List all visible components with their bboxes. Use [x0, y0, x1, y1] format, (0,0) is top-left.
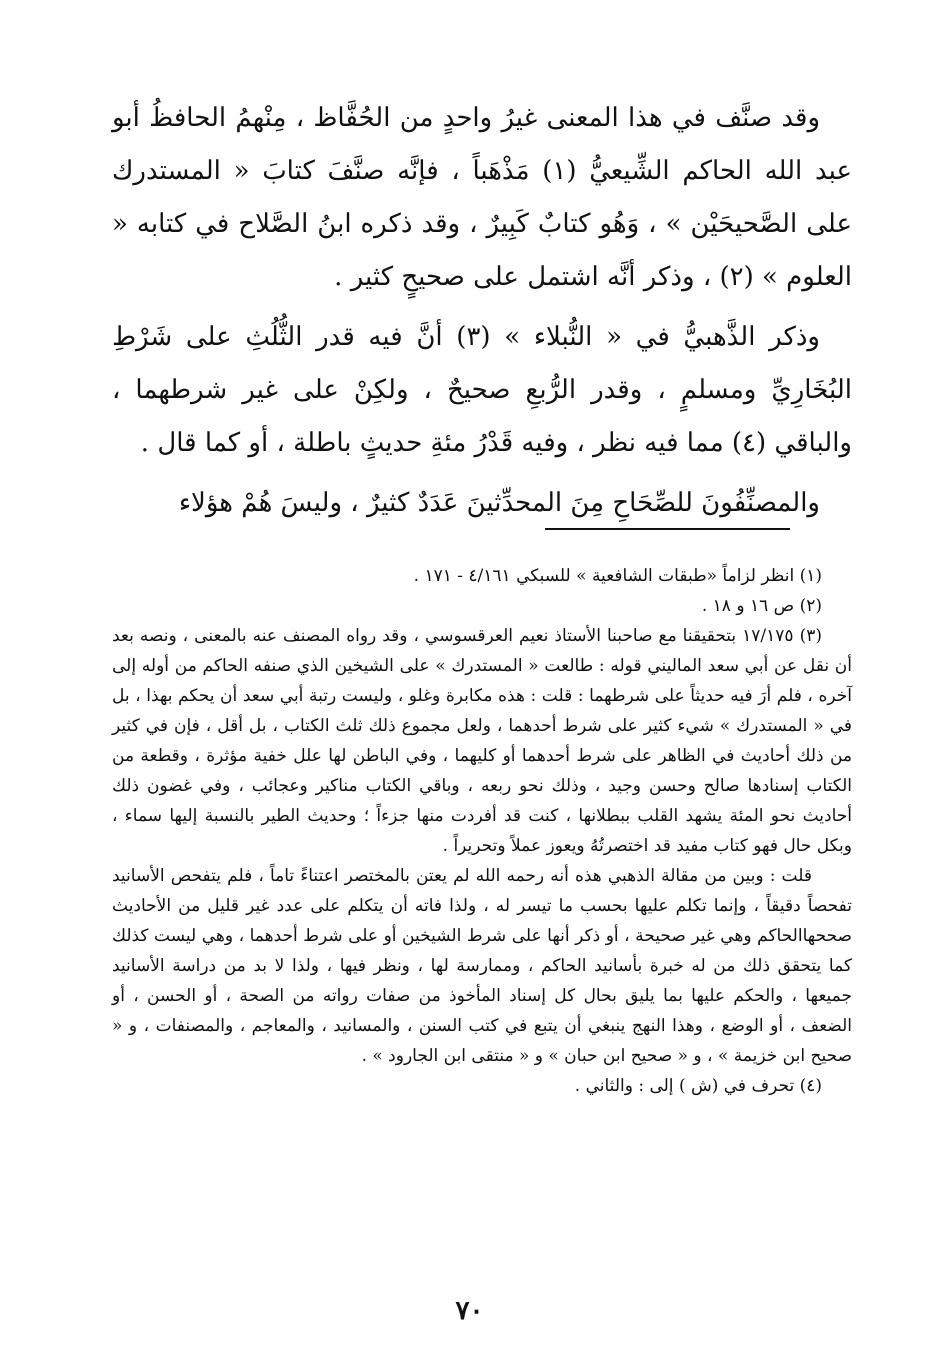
- footnote-separator-rule: [545, 528, 790, 530]
- footnotes-section: [112, 561, 852, 1101]
- page-number: ٧٠: [455, 1296, 484, 1326]
- footnote-4: (٤) تحرف في (ش ) إلى : والثاني .: [574, 1076, 822, 1096]
- footnote-3: (٣) ١٧/١٧٥ بتحقيقنا مع صاحبنا الأستاذ نعيم العرقسوسي ، وقد رواه المصنف عنه بالمعنى ، ونصه بعد أن نقل عن أبي سعد الماليني قوله : طالعت « المستدرك » على الشيخين الذي صنفه الحاكم من أوله إلى آخره ، فلم أرَ فيه حديثاً على شرطهما : قلت : هذه مكابرة وغلو ، وليست رتبة أبي سعد أن يحكم بهذا ، بل في « المستدرك » شيء كثير على شرط أحدهما ، ولعل مجموع ذلك ثلث الكتاب ، بل أقل ، فإن في كثير من ذلك أحاديث في الظاهر على شرط أحدهما أو كليهما ، وفي الباطن لها علل خفية مؤثرة ، وقطعة من الكتاب إسنادها صالح وحسن وجيد ، وذلك نحو ربعه ، وباقي الكتاب مناكير وعجائب ، وفي غضون ذلك أحاديث نحو المئة يشهد القلب ببطلانها ، كنت قد أفردت منها جزءاً ؛ وحديث الطير بالنسبة إليها سماء ، وبكل حال فهو كتاب مفيد قد اختصرتُهُ ويعوز عملاً وتحريراً .: [112, 626, 852, 856]
- footnote-3-editor-comment: قلت : وبين من مقالة الذهبي هذه أنه رحمه الله لم يعتن بالمختصر اعتناءً تاماً ، فلم يتفحص الأسانيد تفحصاً دقيقاً ، وإنما تكلم عليها بحسب ما تيسر له ، ولذا فاته أن يتكلم على عدد غير قليل من الأحاديث صححهاالحاكم وهي غير صحيحة ، أو ذكر أنها على شرط الشيخين أو على شرط أحدهما ، وهي ليست كذلك كما يتحقق ذلك من له خبرة بأسانيد الحاكم ، وممارسة لها ، ونظر فيها ، ولذا لا بد من دراسة الأسانيد جميعها ، والحكم عليها بما يليق بحال كل إسناد المأخوذ من صفات رواته من الصحة ، أو الحسن ، أو الضعف ، أو الوضع ، وهذا النهج ينبغي أن يتبع في كتب السنن ، والمسانيد ، والمعاجم ، والمصنفات ، و « صحيح ابن خزيمة » ، و « صحيح ابن حبان » و « منتقى ابن الجارود » .: [112, 866, 852, 1066]
- main-paragraph-3: والمصنِّفُونَ للصِّحَاحِ مِنَ المحدِّثينَ عَدَدٌ كثيرٌ ، وليسَ هُمْ هؤلاء: [178, 488, 820, 518]
- footnote-2: (٢) ص ١٦ و ١٨ .: [701, 596, 822, 616]
- main-text-body: [112, 92, 852, 537]
- main-paragraph-2: وذكر الذَّهبيُّ في « النُّبلاء » (٣) أنَّ فيه قدر الثُّلُثِ على شَرْطِ البُخَارِيِّ ومسلمٍ ، وقدر الرُّبعِ صحيحٌ ، ولكِنْ على غير شرطهما ، والباقي (٤) مما فيه نظر ، وفيه قَدْرُ مئةِ حديثٍ باطلة ، أو كما قال .: [112, 322, 852, 458]
- main-paragraph-1: وقد صنَّف في هذا المعنى غيرُ واحدٍ من الحُفَّاظ ، مِنْهمُ الحافظُ أبو عبد الله الحاكم الشِّيعيُّ (١) مَذْهَباً ، فإنَّه صنَّفَ كتابَ « المستدرك على الصَّحيحَيْن » ، وَهُو كتابٌ كَبِيرٌ ، وقد ذكره ابنُ الصَّلاح في كتابه « العلوم » (٢) ، وذكر أنَّه اشتمل على صحيحٍ كثير .: [112, 103, 852, 292]
- footnote-1: (١) انظر لزاماً «طبقات الشافعية » للسبكي ٤/١٦١ - ١٧١ .: [413, 566, 822, 586]
